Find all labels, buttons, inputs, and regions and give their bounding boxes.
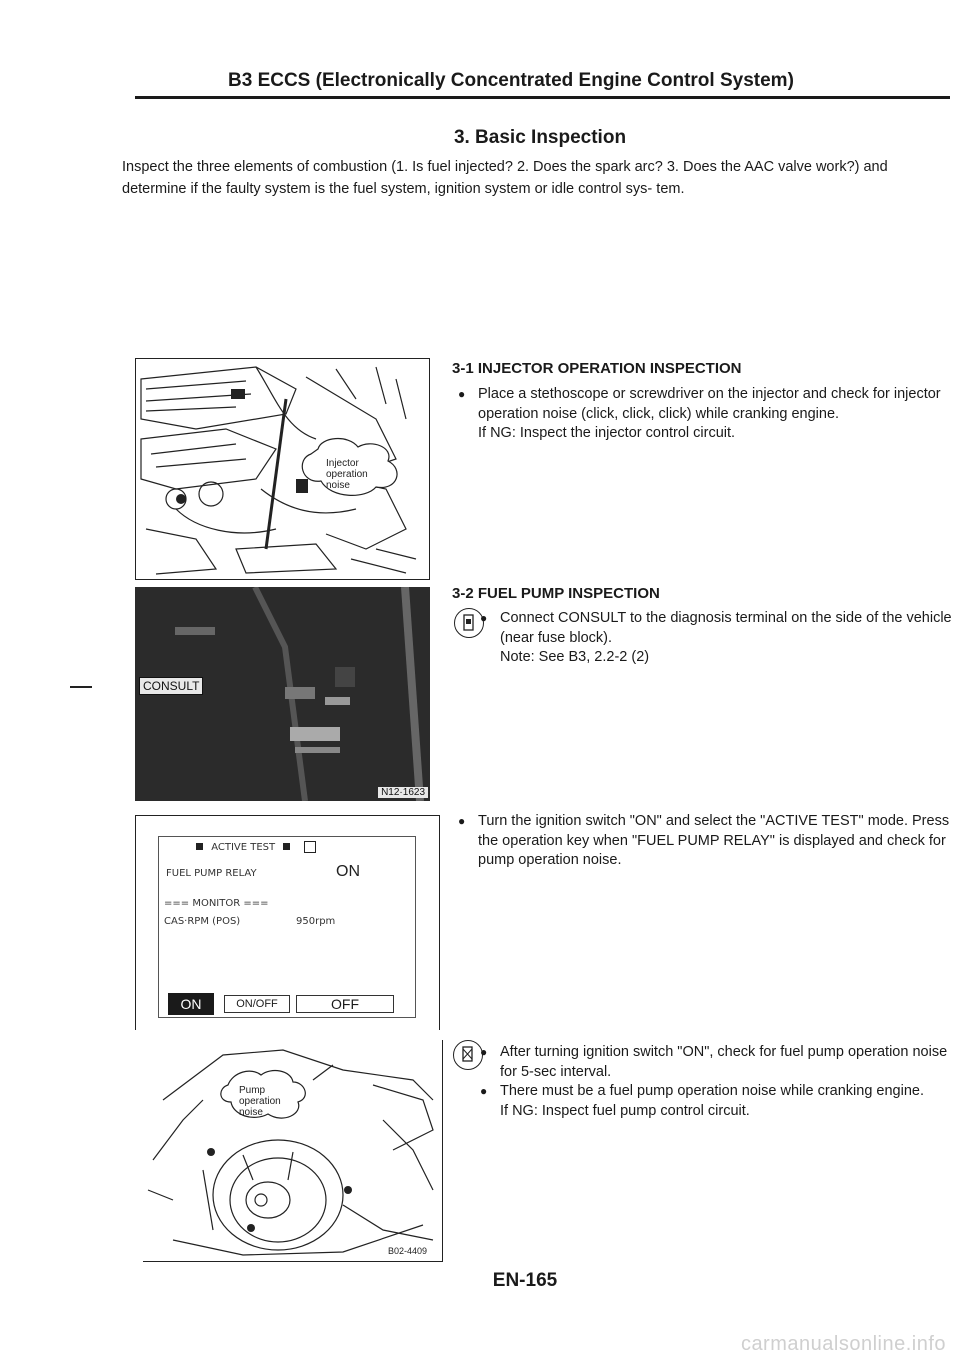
injector-heading: 3-1 INJECTOR OPERATION INSPECTION (452, 360, 742, 377)
bullet-icon: ● (480, 611, 488, 625)
screen-off-button[interactable]: OFF (296, 995, 394, 1013)
screen-item-value: ON (336, 863, 360, 880)
injector-callout-line3: noise (326, 480, 350, 491)
consult-screen-frame (158, 836, 416, 1018)
screen-onoff-button[interactable]: ON/OFF (224, 995, 290, 1013)
connector-icon (455, 609, 482, 636)
consult-photo-code: N12·1623 (378, 787, 428, 798)
fuel-pump-ng-text: If NG: Inspect fuel pump control circuit. (500, 1102, 750, 1119)
fuel-pump-bullet3-block (480, 1043, 954, 1121)
watermark: carmanualsonline.info (740, 1333, 946, 1355)
screen-monitor-label: === MONITOR === (164, 898, 269, 909)
fuel-pump-heading: 3-2 FUEL PUMP INSPECTION (452, 585, 660, 602)
screen-title-row (196, 841, 316, 853)
screen-rpm-label: CAS·RPM (POS) (164, 916, 241, 927)
pump-callout-line1: Pump (239, 1085, 266, 1096)
margin-dash (70, 686, 92, 688)
injector-engine-drawing (136, 359, 428, 578)
screen-rpm-value: 950rpm (296, 916, 336, 927)
screen-marker-icon (196, 843, 203, 850)
fuel-pump-bullet1-text: Connect CONSULT to the diagnosis terminal on the side of the vehicle (near fuse block). (500, 610, 952, 646)
pump-callout-line2: operation (239, 1096, 281, 1107)
screen-on-button[interactable]: ON (168, 993, 214, 1015)
pump-figure-code: B02-4409 (388, 1246, 428, 1256)
consult-photo (135, 587, 430, 801)
injector-callout-line2: operation (326, 469, 368, 480)
injector-bullet-text: Place a stethoscope or screwdriver on the injector and check for injector operation noise (click, click, click) while cranking engine. (478, 386, 941, 422)
bullet-icon: ● (458, 387, 466, 401)
bullet-icon: ● (480, 1045, 488, 1059)
screen-checkbox-icon (304, 841, 316, 853)
ignition-key-icon (454, 1041, 481, 1068)
ignition-note-icon (453, 1040, 483, 1070)
fuel-pump-bullet4-text: There must be a fuel pump operation noise while cranking engine. (500, 1083, 924, 1099)
bullet-icon: ● (480, 1084, 488, 1098)
screen-title: ACTIVE TEST (211, 842, 276, 853)
bullet-icon: ● (458, 814, 466, 828)
consult-screen-figure (135, 815, 440, 1030)
consult-photo-label: CONSULT (139, 677, 203, 695)
fuel-pump-bullet1-block (480, 609, 954, 668)
header-rule (135, 96, 950, 99)
injector-bullet-block (458, 385, 954, 444)
injector-ng-text: If NG: Inspect the injector control circuit. (478, 425, 736, 441)
fuel-pump-bullet2-block (458, 812, 954, 871)
fuel-pump-bullet2-text: Turn the ignition switch "ON" and select the "ACTIVE TEST" mode. Press the operation key when "FUEL PUMP RELAY" is displayed and check for pump operation noise. (478, 813, 950, 868)
page-header-title: B3 ECCS (Electronically Concentrated Engine Control System) (228, 70, 794, 91)
pump-drawing (143, 1040, 441, 1260)
section-title: 3. Basic Inspection (453, 127, 627, 148)
screen-item-label: FUEL PUMP RELAY (166, 868, 257, 879)
intro-paragraph: Inspect the three elements of combustion (1. Is fuel injected? 2. Does the spark arc? 3. Does the AAC valve work?) and determine if the faulty system is the fuel system, ignition system or idle control sys- tem. (122, 159, 888, 197)
fuel-pump-note: Note: See B3, 2.2-2 (2) (500, 649, 650, 665)
fuel-pump-bullet3-text: After turning ignition switch "ON", check for fuel pump operation noise for 5-sec interval. (500, 1044, 948, 1080)
pump-figure (143, 1040, 443, 1262)
injector-figure (135, 358, 430, 580)
page-number: EN-165 (492, 1270, 558, 1291)
injector-callout-line1: Injector (326, 458, 359, 469)
screen-marker-icon (283, 843, 290, 850)
pump-callout-line3: noise (239, 1107, 263, 1118)
